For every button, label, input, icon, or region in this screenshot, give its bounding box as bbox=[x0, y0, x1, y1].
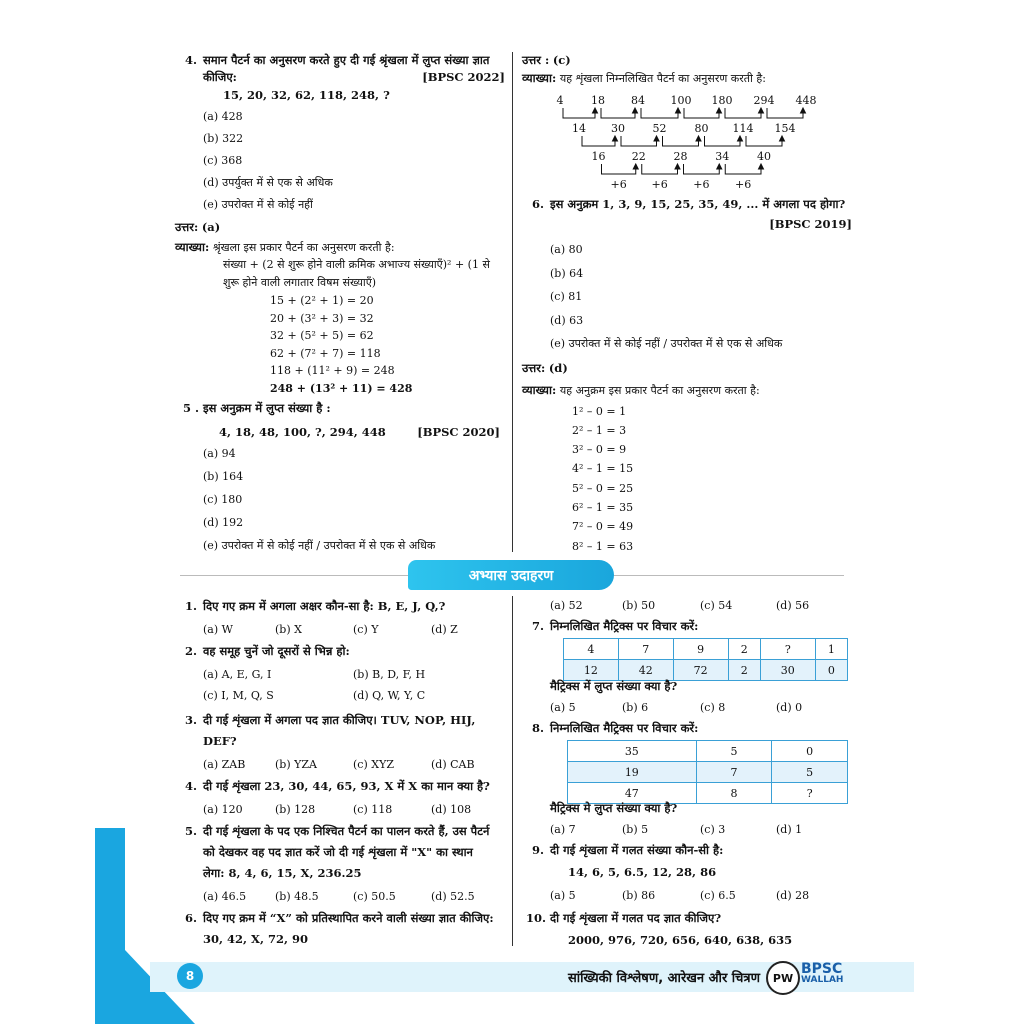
practice-banner: अभ्यास उदाहरण bbox=[408, 560, 614, 590]
diagram-value: 80 bbox=[694, 122, 709, 135]
page-number: 8 bbox=[177, 963, 203, 989]
list-item: 8² – 1 = 63 bbox=[572, 539, 634, 553]
q7-ask: मैट्रिक्स में लुप्त संख्या क्या है? bbox=[550, 679, 678, 693]
diagram-value: +6 bbox=[693, 178, 710, 191]
diagram-arrow bbox=[676, 108, 681, 113]
diagram-value: 22 bbox=[631, 150, 646, 163]
options-row bbox=[175, 688, 505, 712]
q6-options bbox=[522, 242, 852, 360]
question-number: 3. bbox=[185, 713, 198, 727]
matrix-cell: 5 bbox=[772, 762, 848, 783]
diagram-bracket bbox=[642, 164, 678, 174]
option-item: (a) 120 bbox=[203, 803, 243, 816]
explanation-text: श्रृंखला इस प्रकार पैटर्न का अनुसरण करती है: bbox=[212, 241, 395, 254]
q6-number: 6. bbox=[532, 197, 545, 211]
matrix-cell: 1 bbox=[815, 639, 847, 660]
list-item: 15 + (2² + 1) = 20 bbox=[270, 294, 374, 307]
diagram-bracket bbox=[641, 108, 678, 118]
list-item: 62 + (7² + 7) = 118 bbox=[270, 346, 381, 360]
q8-text: निम्नलिखित मैट्रिक्स पर विचार करें: bbox=[550, 721, 699, 735]
column-divider-bottom bbox=[512, 596, 513, 946]
q6-text: इस अनुक्रम 1, 3, 9, 15, 25, 35, 49, ... में अगला पद होगा? bbox=[550, 197, 846, 211]
list-item: (a) 94 bbox=[203, 447, 236, 460]
diagram-arrow bbox=[675, 164, 680, 169]
answer-value: (a) bbox=[201, 220, 221, 234]
left-top-column bbox=[175, 52, 505, 398]
list-item: 20 + (3² + 3) = 32 bbox=[270, 311, 374, 325]
question-text: 30, 42, X, 72, 90 bbox=[203, 932, 308, 946]
matrix-cell: 4 bbox=[564, 639, 619, 660]
diagram-arrow bbox=[613, 136, 618, 141]
question-number: 4. bbox=[185, 779, 198, 793]
option-item: (c) 3 bbox=[700, 823, 726, 836]
q4-line1 bbox=[175, 52, 505, 69]
question-number: 1. bbox=[185, 599, 198, 613]
diagram-value: 52 bbox=[652, 122, 667, 135]
list-item: 248 + (13² + 11) = 428 bbox=[270, 381, 413, 395]
option-item: (b) B, D, F, H bbox=[353, 668, 426, 681]
option-item: (b) 5 bbox=[622, 823, 649, 836]
question-text: दी गई शृंखला 23, 30, 44, 65, 93, X में X का मान क्या है? bbox=[203, 779, 490, 793]
q6-tag: [BPSC 2019] bbox=[769, 217, 852, 231]
list-item: (d) उपर्युक्त में से एक से अधिक bbox=[203, 176, 333, 189]
option-item: (c) I, M, Q, S bbox=[203, 689, 274, 702]
question-text: दिए गए क्रम में अगला अक्षर कौन-सा है: B, E, J, Q,? bbox=[203, 599, 446, 613]
matrix-cell: 35 bbox=[568, 741, 697, 762]
question-number: 6. bbox=[185, 911, 198, 925]
diagram-value: 154 bbox=[774, 122, 796, 135]
option-item: (d) 52.5 bbox=[431, 890, 475, 903]
list-item: 2² – 1 = 3 bbox=[572, 423, 627, 437]
diagram-value: 30 bbox=[611, 122, 625, 135]
question-number: 5. bbox=[185, 824, 198, 838]
option-item: (d) 108 bbox=[431, 803, 472, 816]
answer-label: उत्तर: bbox=[175, 220, 199, 234]
q7-number: 7. bbox=[532, 619, 545, 633]
explanation-line3: शुरू होने वाली लगातार विषम संख्याएँ) bbox=[223, 276, 377, 289]
diagram-bracket bbox=[725, 164, 761, 174]
list-item: (a) 80 bbox=[550, 243, 583, 256]
option-item: (a) ZAB bbox=[203, 758, 246, 771]
diagram-arrow bbox=[780, 136, 785, 141]
matrix-cell: 72 bbox=[673, 660, 728, 681]
matrix-cell: 30 bbox=[760, 660, 815, 681]
option-item: (a) 52 bbox=[550, 599, 583, 612]
matrix-cell: 19 bbox=[568, 762, 697, 783]
list-item: (b) 164 bbox=[203, 470, 244, 483]
q8-after bbox=[522, 800, 852, 954]
matrix-cell: 0 bbox=[772, 741, 848, 762]
q4-options bbox=[175, 109, 505, 219]
explanation-text: यह शृंखला निम्नलिखित पैटर्न का अनुसरण करती है: bbox=[559, 72, 766, 85]
list-item: (c) 368 bbox=[203, 154, 243, 167]
option-item: (a) 46.5 bbox=[203, 890, 247, 903]
diagram-bracket bbox=[601, 108, 635, 118]
q5-series: 4, 18, 48, 100, ?, 294, 448 bbox=[219, 425, 386, 439]
diagram-value: 16 bbox=[591, 150, 606, 163]
q5-line2 bbox=[175, 424, 505, 446]
question-line bbox=[175, 823, 505, 844]
option-item: (c) 50.5 bbox=[353, 890, 396, 903]
list-item: (e) उपरोक्त में से कोई नहीं / उपरोक्त में से एक से अधिक bbox=[550, 337, 783, 350]
q8-ask: मैट्रिक्स मे लुप्त संख्या क्या है? bbox=[550, 801, 678, 815]
matrix-cell: 47 bbox=[568, 783, 697, 804]
question-text: वह समूह चुनें जो दूसरों से भिन्न हो: bbox=[203, 644, 350, 658]
diagram-arrow bbox=[696, 136, 701, 141]
q5-number: 5 . bbox=[183, 401, 200, 415]
diagram-bracket bbox=[563, 108, 595, 118]
option-item: (c) Y bbox=[353, 623, 379, 636]
diagram-value: 40 bbox=[757, 150, 771, 163]
list-item: (a) 428 bbox=[203, 110, 243, 123]
matrix-row bbox=[564, 639, 848, 660]
q4-text2: कीजिए: bbox=[203, 70, 237, 84]
diagram-value: 34 bbox=[715, 150, 730, 163]
list-item: 32 + (5² + 5) = 62 bbox=[270, 329, 374, 342]
option-item: (a) 7 bbox=[550, 823, 576, 836]
matrix-cell: 2 bbox=[728, 660, 760, 681]
list-item: (b) 322 bbox=[203, 132, 244, 145]
option-item: (d) Z bbox=[431, 623, 458, 636]
answer-value: (c) bbox=[552, 53, 571, 67]
q8-matrix bbox=[567, 740, 848, 804]
diagram-value: 14 bbox=[572, 122, 586, 135]
option-item: (c) 118 bbox=[353, 803, 393, 816]
option-item: (b) 86 bbox=[622, 889, 656, 902]
footer-title: सांख्यिकी विश्लेषण, आरेखन और चित्रण bbox=[568, 971, 761, 986]
q5-tag: [BPSC 2020] bbox=[417, 425, 500, 439]
diagram-value: 28 bbox=[673, 150, 688, 163]
q6-practice-options bbox=[522, 598, 852, 618]
diagram-value: +6 bbox=[735, 178, 752, 191]
diagram-value: 4 bbox=[556, 94, 564, 107]
list-item: 3² – 0 = 9 bbox=[572, 443, 627, 457]
matrix-cell: 9 bbox=[673, 639, 728, 660]
diagram-bracket bbox=[684, 108, 719, 118]
q8-options bbox=[522, 822, 852, 842]
q7-options bbox=[522, 700, 852, 720]
list-item: (e) उपरोक्त में से कोई नहीं / उपरोक्त में से एक से अधिक bbox=[203, 539, 436, 552]
diagram-bracket bbox=[582, 136, 615, 146]
option-item: (a) 5 bbox=[550, 701, 576, 714]
matrix-cell: 2 bbox=[728, 639, 760, 660]
diagram-arrow bbox=[738, 136, 743, 141]
q7-text: निम्नलिखित मैट्रिक्स पर विचार करें: bbox=[550, 619, 699, 633]
diagram-value: 18 bbox=[591, 94, 605, 107]
accent-bar bbox=[95, 828, 125, 1024]
option-item: (b) 6 bbox=[622, 701, 649, 714]
diagram-arrow bbox=[633, 108, 638, 113]
diagram-value: 84 bbox=[631, 94, 645, 107]
diagram-arrow bbox=[717, 108, 722, 113]
list-item: 7² – 0 = 49 bbox=[572, 520, 634, 534]
diagram-bracket bbox=[684, 164, 720, 174]
question-line bbox=[175, 643, 505, 664]
diagram-bracket bbox=[663, 136, 699, 146]
option-item: (c) 54 bbox=[700, 599, 733, 612]
option-item: (d) Q, W, Y, C bbox=[353, 689, 426, 702]
list-item: 1² – 0 = 1 bbox=[572, 404, 627, 418]
diagram-arrow bbox=[593, 108, 598, 113]
q6-steps bbox=[522, 404, 852, 558]
question-line bbox=[175, 931, 505, 952]
diagram-value: 114 bbox=[732, 122, 754, 135]
option-item: (a) 5 bbox=[550, 889, 576, 902]
practice-left-column bbox=[175, 598, 505, 952]
q4-text: समान पैटर्न का अनुसरण करते हुए दी गई श्रृंखला में लुप्त संख्या ज्ञात bbox=[203, 53, 490, 67]
option-item: (a) A, E, G, I bbox=[203, 668, 272, 681]
diagram-bracket bbox=[767, 108, 803, 118]
answer-value: (d) bbox=[548, 360, 568, 375]
matrix-cell: 0 bbox=[815, 660, 847, 681]
list-item: (d) 63 bbox=[550, 313, 584, 327]
answer-label: उत्तर : bbox=[522, 53, 550, 67]
question-text: दी गई शृंखला के पद एक निश्चित पैटर्न का पालन करते हैं, उस पैटर्न bbox=[203, 824, 490, 838]
matrix-cell: 12 bbox=[564, 660, 619, 681]
list-item: (c) 180 bbox=[203, 493, 243, 506]
question-line bbox=[175, 712, 505, 733]
diagram-arrow bbox=[759, 164, 764, 169]
brand-name bbox=[801, 962, 843, 985]
matrix-cell: 7 bbox=[696, 762, 772, 783]
q10-number: 10. bbox=[526, 911, 547, 925]
q4-series: 15, 20, 32, 62, 118, 248, ? bbox=[223, 88, 390, 102]
difference-diagram bbox=[540, 92, 840, 192]
brand-line2: WALLAH bbox=[801, 975, 844, 985]
practice-right-column bbox=[522, 598, 852, 638]
option-item: (b) 48.5 bbox=[275, 890, 319, 903]
diagram-value: +6 bbox=[651, 178, 668, 191]
question-number: 2. bbox=[185, 644, 198, 658]
list-item: 5² – 0 = 25 bbox=[572, 481, 634, 495]
diagram-value: 448 bbox=[795, 94, 817, 107]
matrix-cell: ? bbox=[772, 783, 848, 804]
q5-text: इस अनुक्रम में लुप्त संख्या है : bbox=[203, 401, 331, 415]
q10-text: दी गई शृंखला में गलत पद ज्ञात कीजिए? bbox=[550, 911, 722, 925]
diagram-bracket bbox=[746, 136, 782, 146]
q8-number: 8. bbox=[532, 721, 545, 735]
diagram-value: 180 bbox=[711, 94, 733, 107]
matrix-cell: ? bbox=[760, 639, 815, 660]
question-line bbox=[175, 910, 505, 931]
q4-answer bbox=[175, 219, 505, 239]
question-line bbox=[175, 778, 505, 799]
q4-number: 4. bbox=[185, 53, 198, 67]
list-item: 6² – 1 = 35 bbox=[572, 500, 634, 514]
brand-line1: BPSC bbox=[801, 961, 843, 977]
matrix-row bbox=[568, 762, 848, 783]
matrix-cell: 5 bbox=[696, 741, 772, 762]
option-item: (b) YZA bbox=[275, 758, 317, 771]
option-item: (c) XYZ bbox=[353, 758, 394, 771]
q4-line2 bbox=[175, 69, 505, 87]
diagram-value: 100 bbox=[670, 94, 692, 107]
diagram-arrow bbox=[633, 164, 638, 169]
left-q5 bbox=[175, 400, 505, 561]
option-item: (b) 50 bbox=[622, 599, 656, 612]
q9-options bbox=[522, 888, 852, 910]
diagram-arrow bbox=[654, 136, 659, 141]
matrix-cell: 42 bbox=[618, 660, 673, 681]
right-top-column bbox=[522, 52, 852, 88]
list-item: 118 + (11² + 9) = 248 bbox=[270, 364, 395, 377]
question-line bbox=[175, 865, 505, 886]
option-item: (d) 0 bbox=[776, 701, 803, 714]
q9-text: दी गई शृंखला में गलत संख्या कौन-सी है: bbox=[550, 843, 724, 857]
question-text: दी गई शृंखला में अगला पद ज्ञात कीजिए। TUV, NOP, HIJ, bbox=[203, 713, 476, 727]
diagram-bracket bbox=[621, 136, 657, 146]
diagram-bracket bbox=[602, 164, 636, 174]
diagram-bracket bbox=[705, 136, 741, 146]
option-item: (c) 8 bbox=[700, 701, 726, 714]
option-item: (d) 1 bbox=[776, 823, 803, 836]
column-divider-top bbox=[512, 52, 513, 552]
matrix-cell: 7 bbox=[618, 639, 673, 660]
question-line bbox=[175, 598, 505, 619]
diagram-value: +6 bbox=[610, 178, 627, 191]
list-item: (e) उपरोक्त में से कोई नहीं bbox=[203, 198, 313, 211]
list-item: (d) 192 bbox=[203, 516, 244, 529]
option-item: (d) 56 bbox=[776, 599, 810, 612]
pw-logo-icon: PW bbox=[766, 961, 800, 995]
question-line bbox=[175, 844, 505, 865]
diagram-arrow bbox=[759, 108, 764, 113]
matrix-row bbox=[568, 741, 848, 762]
q4-steps bbox=[175, 293, 505, 398]
explanation-label: व्याख्या: bbox=[522, 71, 557, 85]
option-item: (c) 6.5 bbox=[700, 889, 736, 902]
explanation-line2: संख्या + (2 से शुरू होने वाली क्रमिक अभाज्य संख्याएँ)² + (1 से bbox=[223, 258, 490, 271]
question-line bbox=[175, 733, 505, 754]
question-text: दिए गए क्रम में “X” को प्रतिस्थापित करने वाली संख्या ज्ञात कीजिए: bbox=[203, 911, 494, 925]
q7-after bbox=[522, 678, 852, 740]
option-item: (d) 28 bbox=[776, 889, 810, 902]
diagram-bracket bbox=[725, 108, 761, 118]
question-text: को देखकर वह पद ज्ञात करें जो दी गई शृंखला में "X" का स्थान bbox=[203, 845, 473, 859]
matrix-cell: 8 bbox=[696, 783, 772, 804]
q9-number: 9. bbox=[532, 843, 545, 857]
list-item: (c) 81 bbox=[550, 290, 583, 303]
explanation-label: व्याख्या: bbox=[522, 382, 557, 397]
diagram-value: 294 bbox=[753, 94, 775, 107]
q7-matrix bbox=[563, 638, 848, 681]
option-item: (b) 128 bbox=[275, 803, 316, 816]
option-item: (a) W bbox=[203, 623, 233, 636]
diagram-arrow bbox=[717, 164, 722, 169]
list-item: (b) 64 bbox=[550, 266, 584, 280]
option-item: (b) X bbox=[275, 623, 302, 636]
diagram-arrow bbox=[801, 108, 806, 113]
explanation-text: यह अनुक्रम इस प्रकार पैटर्न का अनुसरण करता है: bbox=[559, 383, 760, 397]
right-q6 bbox=[522, 196, 852, 558]
q5-line1 bbox=[175, 400, 505, 424]
q5-options bbox=[175, 446, 505, 561]
answer-label: उत्तर: bbox=[522, 360, 546, 375]
q10-series: 2000, 976, 720, 656, 640, 638, 635 bbox=[568, 933, 793, 947]
q4-tag: [BPSC 2022] bbox=[422, 70, 505, 84]
question-text: लेगा: 8, 4, 6, 15, X, 236.25 bbox=[203, 866, 362, 880]
list-item: 4² – 1 = 15 bbox=[572, 462, 634, 476]
q4-explanation bbox=[175, 239, 505, 257]
q9-series: 14, 6, 5, 6.5, 12, 28, 86 bbox=[568, 865, 717, 879]
question-text: DEF? bbox=[203, 734, 237, 748]
option-item: (d) CAB bbox=[431, 758, 475, 771]
explanation-label: व्याख्या: bbox=[175, 240, 210, 254]
